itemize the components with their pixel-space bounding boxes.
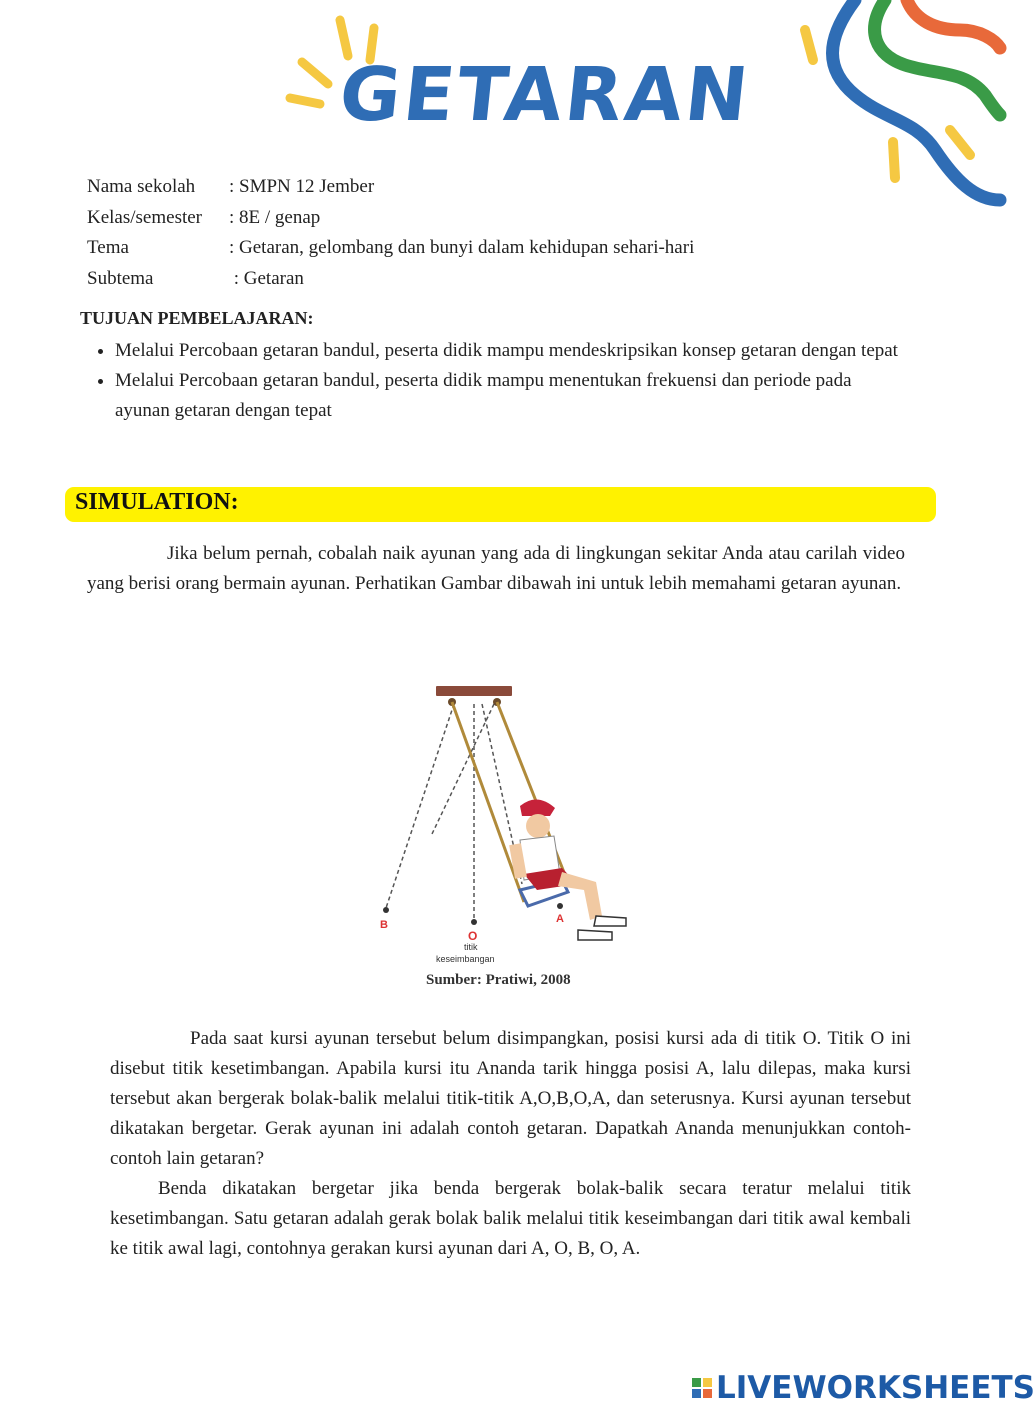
- info-row-theme: [87, 233, 694, 264]
- info-row-subtheme: [87, 264, 694, 295]
- page-title: GETARAN: [335, 52, 756, 138]
- info-label: Nama sekolah: [87, 176, 196, 197]
- point-o-label: O: [468, 929, 478, 943]
- info-label: Subtema: [87, 267, 154, 289]
- info-row-class: [87, 203, 694, 234]
- brand-name: LIVEWORKSHEETS: [716, 1370, 1035, 1406]
- simulation-heading-bar: [65, 487, 936, 522]
- simulation-heading: SIMULATION:: [75, 489, 239, 515]
- body-paragraph-1: Pada saat kursi ayunan tersebut belum disimpangkan, posisi kursi ada di titik O. Titik O ini disebut titik kesetimbangan. Apabila kursi itu Ananda tarik hingga posisi A, lalu dilepas, maka kursi tersebut akan bergerak bolak-balik melalui titik-titik A,O,B,O,A, dan seterusnya. Kursi ayunan tersebut dikatakan bergetar. Gerak ayunan ini adalah contoh getaran. Dapatkah Ananda menunjukkan contoh-contoh lain getaran?: [110, 1028, 911, 1169]
- info-row-school: [87, 172, 694, 203]
- info-value: : Getaran: [229, 267, 304, 289]
- swing-beam: [436, 686, 512, 696]
- info-value: : 8E / genap: [229, 206, 321, 228]
- point-b-label: B: [380, 919, 388, 931]
- point-a-icon: [557, 903, 563, 909]
- list-item: Melalui Percobaan getaran bandul, peserta didik mampu mendeskripsikan konsep getaran dengan tepat: [96, 336, 911, 366]
- info-value: : SMPN 12 Jember: [229, 176, 375, 197]
- equilibrium-label-line2: keseimbangan: [436, 954, 495, 964]
- goals-heading: TUJUAN PEMBELAJARAN:: [80, 308, 314, 328]
- liveworksheets-logo: [692, 1370, 1035, 1406]
- info-value: : Getaran, gelombang dan bunyi dalam kehidupan sehari-hari: [229, 237, 695, 258]
- corner-wave-decoration: [795, 0, 1000, 210]
- info-label: Kelas/semester: [87, 206, 203, 228]
- point-a-label: A: [556, 913, 564, 925]
- info-label: Tema: [87, 237, 129, 258]
- point-o-icon: [471, 919, 477, 925]
- logo-grid-icon: [692, 1378, 712, 1398]
- path-to-b: [386, 704, 454, 908]
- child-figure: [509, 799, 626, 940]
- info-block: [87, 172, 694, 294]
- equilibrium-label-line1: titik: [464, 942, 478, 952]
- swing-illustration: [372, 684, 642, 994]
- path-to-b-2: [432, 704, 494, 834]
- goals-list: [96, 336, 911, 426]
- figure-source: Sumber: Pratiwi, 2008: [426, 972, 571, 988]
- simulation-intro: [87, 539, 905, 599]
- list-item: Melalui Percobaan getaran bandul, peserta didik mampu menentukan frekuensi dan periode pada ayunan getaran dengan tepat: [96, 366, 911, 426]
- body-paragraph-2: Benda dikatakan bergetar jika benda bergerak bolak-balik secara teratur melalui titik kesetimbangan. Satu getaran adalah gerak bolak balik melalui titik keseimbangan dari titik awal kembali ke titik awal lagi, contohnya gerakan kursi ayunan dari A, O, B, O, A.: [110, 1178, 911, 1259]
- body-text: [110, 1024, 911, 1264]
- intro-paragraph: Jika belum pernah, cobalah naik ayunan yang ada di lingkungan sekitar Anda atau carilah video yang berisi orang bermain ayunan. Perhatikan Gambar dibawah ini untuk lebih memahami getaran ayunan.: [87, 543, 905, 594]
- point-b-icon: [383, 907, 389, 913]
